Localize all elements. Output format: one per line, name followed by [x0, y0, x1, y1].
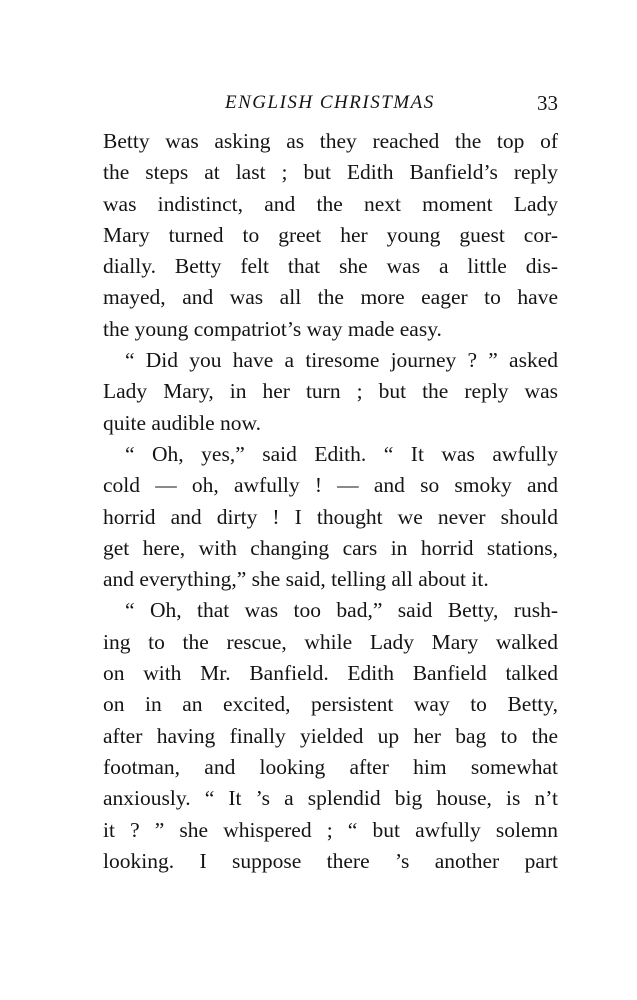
text-line: “ Oh, yes,” said Edith. “ It was awfully: [125, 441, 558, 466]
text-line: Mary turned to greet her young guest cor-: [103, 222, 558, 247]
body-text: [103, 126, 558, 877]
text-line: quite audible now.: [103, 410, 262, 435]
text-line: “ Did you have a tiresome journey ? ” asked: [125, 348, 558, 373]
text-line: “ Oh, that was too bad,” said Betty, rush-: [125, 598, 558, 623]
text-line: dially. Betty felt that she was a little dis-: [103, 254, 558, 279]
running-title: ENGLISH CHRISTMAS: [225, 92, 435, 113]
text-line: and everything,” she said, telling all about it.: [103, 567, 489, 592]
text-line: on in an excited, persistent way to Betty,: [103, 692, 558, 717]
text-line: it ? ” she whispered ; “ but awfully solemn: [103, 817, 558, 842]
text-line: the steps at last ; but Edith Banfield’s reply: [103, 160, 558, 185]
text-line: looking. I suppose there ’s another part: [103, 848, 558, 873]
text-line: horrid and dirty ! I thought we never should: [103, 504, 558, 529]
text-line: the young compatriot’s way made easy.: [103, 316, 442, 341]
text-line: on with Mr. Banfield. Edith Banfield talked: [103, 661, 558, 686]
text-line: ing to the rescue, while Lady Mary walked: [103, 629, 558, 654]
page-number: 33: [537, 91, 558, 115]
text-line: was indistinct, and the next moment Lady: [103, 191, 558, 216]
text-line: mayed, and was all the more eager to have: [103, 285, 558, 310]
text-line: footman, and looking after him somewhat: [103, 754, 558, 779]
running-head: [103, 90, 558, 116]
text-line: cold — oh, awfully ! — and so smoky and: [103, 473, 558, 498]
text-line: anxiously. “ It ’s a splendid big house, is n’t: [103, 786, 558, 811]
text-line: get here, with changing cars in horrid stations,: [103, 535, 558, 560]
text-line: Betty was asking as they reached the top of: [103, 129, 558, 153]
text-line: Lady Mary, in her turn ; but the reply was: [103, 379, 558, 404]
text-line: after having finally yielded up her bag to the: [103, 723, 558, 748]
